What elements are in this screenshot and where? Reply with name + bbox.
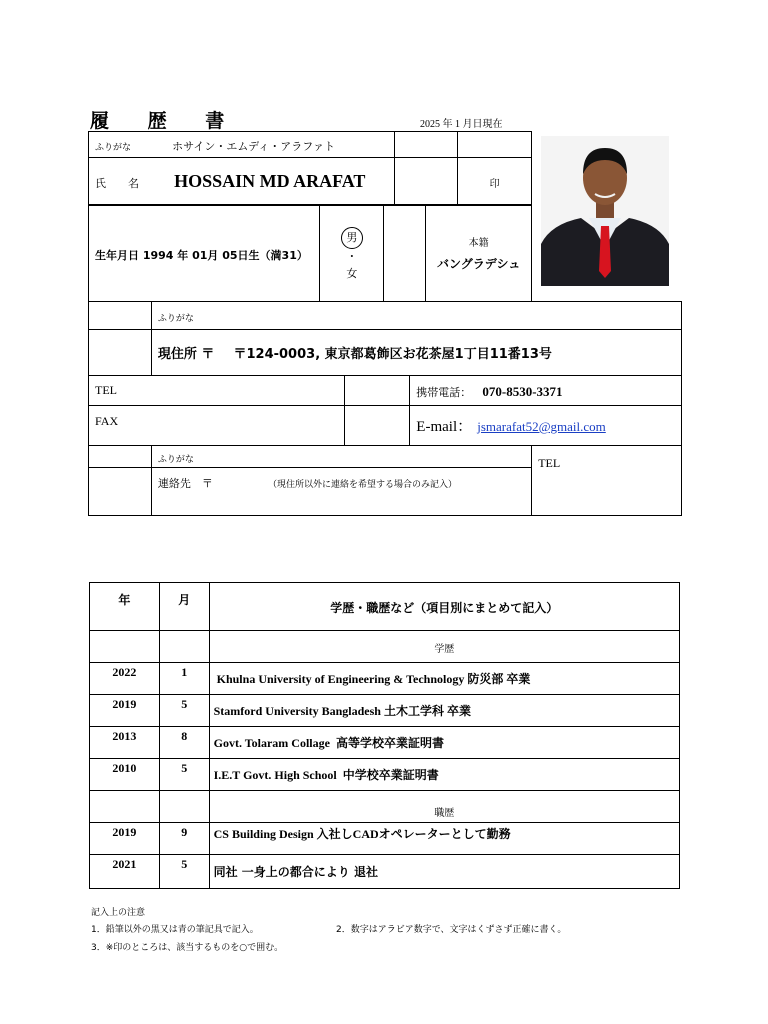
table-row: [90, 759, 680, 791]
row-year: 2019: [90, 823, 160, 855]
birth-text: 生年月日 1994 年 01月 05日生（満31）: [95, 248, 308, 262]
address-label: 現住所 〒: [157, 347, 215, 362]
row-month: 8: [159, 727, 209, 759]
history-table: [89, 582, 680, 889]
table-row: [90, 695, 680, 727]
row-month: 5: [159, 855, 209, 889]
gender-cell: [320, 205, 384, 302]
table-row: [90, 727, 680, 759]
mobile-label: 携帯電話：: [416, 386, 472, 399]
row-month: 9: [159, 823, 209, 855]
row-text: Govt. Tolaram Collage 高等学校卒業証明書: [209, 727, 679, 759]
honseki-cell: [426, 205, 532, 302]
furigana-value: ホサイン・エムディ・アラファト: [172, 140, 336, 153]
mobile-cell: [410, 376, 682, 406]
gender-male: 男: [341, 227, 363, 249]
row-text: CS Building Design 入社しCADオペレーターとして勤務: [209, 823, 679, 855]
contact-tel-label: TEL: [538, 456, 561, 470]
furigana-cell: [89, 132, 395, 158]
row-month: 1: [159, 663, 209, 695]
row-year: 2013: [90, 727, 160, 759]
contact-table: [88, 445, 682, 516]
mobile-value: 070-8530-3371: [482, 384, 563, 399]
fax-label: FAX: [95, 414, 119, 428]
row-text: 同社 一身上の都合により 退社: [209, 855, 679, 889]
name-table: [88, 131, 532, 206]
honseki-label: 本籍: [468, 238, 489, 249]
note-1: 1．鉛筆以外の黒又は青の筆記具で記入。: [91, 925, 259, 935]
contact-cell: [151, 468, 531, 516]
contact-furigana-label: ふりがな: [157, 455, 194, 465]
profile-photo: [541, 136, 669, 286]
portrait-image: [541, 136, 669, 286]
note-3: 3．※印のところは、該当するものを○で囲む。: [91, 943, 284, 953]
row-year: 2021: [90, 855, 160, 889]
table-row: [90, 855, 680, 889]
birth-cell: [89, 205, 320, 302]
gender-dot: ・: [346, 249, 358, 263]
col-year-header: 年: [118, 593, 131, 607]
row-text: I.E.T Govt. High School 中学校卒業証明書: [209, 759, 679, 791]
name-cell: [89, 158, 395, 206]
name-label: 氏 名: [95, 177, 139, 190]
address-furigana-label: ふりがな: [157, 314, 194, 324]
contact-label: 連絡先 〒: [157, 477, 213, 490]
table-row: [90, 823, 680, 855]
row-month: 5: [159, 759, 209, 791]
furigana-label: ふりがな: [95, 143, 132, 153]
address-cell: [151, 330, 681, 376]
email-link[interactable]: jsmarafat52@gmail.com: [477, 419, 606, 434]
notes-heading: 記入上の注意: [91, 908, 146, 918]
table-row: [90, 663, 680, 695]
col-month-header: 月: [178, 593, 191, 607]
row-text: Stamford University Bangladesh 土木工学科 卒業: [209, 695, 679, 727]
email-label: E-mail：: [416, 419, 473, 435]
row-text: Khulna University of Engineering & Technology 防災部 卒業: [209, 663, 679, 695]
tel-label: TEL: [95, 383, 117, 397]
address-value: 〒124-0003, 東京都葛飾区お花茶屋1丁目11番13号: [233, 347, 552, 362]
seal-mark: 印: [489, 179, 500, 190]
row-year: 2022: [90, 663, 160, 695]
as-of-date: 2025 年 1 月日現在: [420, 119, 503, 130]
work-heading: 職歴: [434, 808, 455, 819]
row-month: 5: [159, 695, 209, 727]
note-2: 2．数字はアラビア数字で、文字はくずさず正確に書く。: [336, 925, 567, 935]
page-title: 履 歴 書: [90, 110, 241, 132]
birth-table: [88, 204, 532, 302]
contact-note: （現住所以外に連絡を希望する場合のみ記入）: [267, 480, 457, 490]
name-value: HOSSAIN MD ARAFAT: [174, 171, 366, 191]
education-heading: 学歴: [434, 644, 455, 655]
honseki-value: バングラデシュ: [436, 257, 521, 271]
col-detail-header: 学歴・職歴など（項目別にまとめて記入）: [330, 601, 559, 615]
address-table: [88, 301, 682, 446]
email-cell: [410, 406, 682, 446]
row-year: 2019: [90, 695, 160, 727]
row-year: 2010: [90, 759, 160, 791]
gender-female: 女: [346, 266, 358, 280]
